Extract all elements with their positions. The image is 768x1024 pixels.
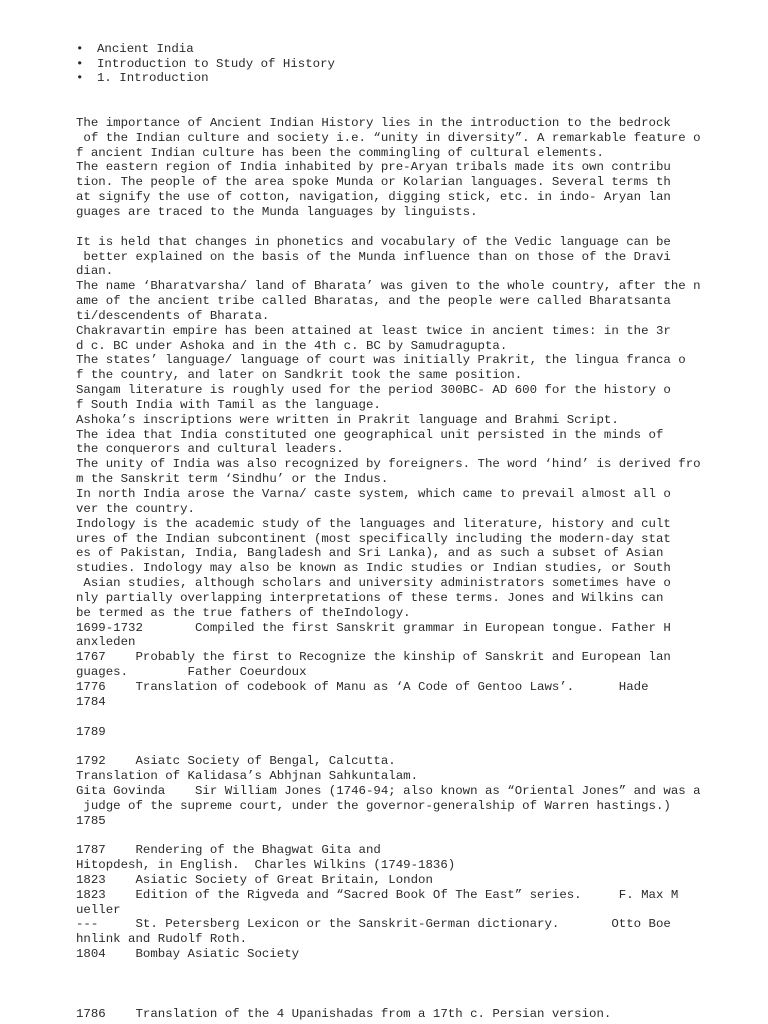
text-line: the conquerors and cultural leaders. bbox=[76, 442, 344, 457]
text-line: 1804 Bombay Asiatic Society bbox=[76, 947, 300, 962]
text-line: guages are traced to the Munda languages by linguists. bbox=[76, 204, 478, 219]
text-line: dian. bbox=[76, 264, 114, 279]
text-line: Chakravartin empire has been attained at least twice in ancient times: in the 3r bbox=[76, 323, 671, 338]
text-line: anxleden bbox=[76, 635, 136, 650]
bullet-text: 1. Introduction bbox=[97, 71, 209, 86]
text-line: Gita Govinda Sir William Jones (1746-94; also known as “Oriental Jones” and was a bbox=[76, 783, 701, 798]
text-line: 1792 Asiatc Society of Bengal, Calcutta. bbox=[76, 754, 396, 769]
text-line: The idea that India constituted one geographical unit persisted in the minds of bbox=[76, 427, 664, 442]
text-line: be termed as the true fathers of theIndology. bbox=[76, 605, 411, 620]
text-line: 1787 Rendering of the Bhagwat Gita and bbox=[76, 843, 381, 858]
bullet-text: Introduction to Study of History bbox=[97, 56, 335, 71]
text-line: ame of the ancient tribe called Bharatas, and the people were called Bharatsanta bbox=[76, 294, 671, 309]
text-line bbox=[76, 220, 716, 235]
text-line: f ancient Indian culture has been the commingling of cultural elements. bbox=[76, 145, 604, 160]
bottom-line: 1786 Translation of the 4 Upanishadas from a 17th c. Persian version. bbox=[76, 1007, 612, 1021]
text-line: Ashoka’s inscriptions were written in Prakrit language and Brahmi Script. bbox=[76, 412, 619, 427]
text-line: 1785 bbox=[76, 813, 106, 828]
bullet-item bbox=[76, 42, 716, 57]
text-line: Hitopdesh, in English. Charles Wilkins (1749-1836) bbox=[76, 858, 456, 873]
text-line: 1767 Probably the first to Recognize the kinship of Sanskrit and European lan bbox=[76, 650, 671, 665]
text-line: guages. Father Coeurdoux bbox=[76, 665, 307, 680]
text-line: studies. Indology may also be known as Indic studies or Indian studies, or South bbox=[76, 561, 671, 576]
text-line: nly partially overlapping interpretations of these terms. Jones and Wilkins can bbox=[76, 590, 664, 605]
text-line: tion. The people of the area spoke Munda or Kolarian languages. Several terms th bbox=[76, 175, 671, 190]
text-line: The states’ language/ language of court was initially Prakrit, the lingua franca o bbox=[76, 353, 686, 368]
text-line bbox=[76, 828, 716, 843]
text-line: The eastern region of India inhabited by pre-Aryan tribals made its own contribu bbox=[76, 160, 671, 175]
text-line: In north India arose the Varna/ caste system, which came to prevail almost all o bbox=[76, 487, 671, 501]
text-line: The name ‘Bharatvarsha/ land of Bharata’ was given to the whole country, after the n bbox=[76, 279, 701, 294]
text-line: judge of the supreme court, under the governor-generalship of Warren hastings.) bbox=[76, 798, 671, 813]
text-line: Indology is the academic study of the languages and literature, history and cult bbox=[76, 516, 671, 531]
text-line: es of Pakistan, India, Bangladesh and Sri Lanka), and as such a subset of Asian bbox=[76, 546, 664, 561]
text-line: The unity of India was also recognized by foreigners. The word ‘hind’ is derived fro bbox=[76, 457, 701, 472]
text-line: ueller bbox=[76, 902, 121, 917]
text-line: hnlink and Rudolf Roth. bbox=[76, 932, 248, 947]
text-line: f South India with Tamil as the language. bbox=[76, 397, 381, 412]
text-line: d c. BC under Ashoka and in the 4th c. BC by Samudragupta. bbox=[76, 338, 508, 353]
text-line bbox=[76, 739, 716, 754]
text-line: Translation of Kalidasa’s Abhjnan Sahkuntalam. bbox=[76, 769, 419, 784]
text-line: ver the country. bbox=[76, 501, 195, 516]
text-line: Sangam literature is roughly used for the period 300BC- AD 600 for the history o bbox=[76, 383, 671, 398]
text-line: ures of the Indian subcontinent (most specifically including the modern-day stat bbox=[76, 531, 671, 546]
text-line: 1789 bbox=[76, 724, 106, 739]
bullet-item bbox=[76, 57, 716, 72]
document-body bbox=[76, 12, 716, 977]
text-line: at signify the use of cotton, navigation, digging stick, etc. in indo- Aryan lan bbox=[76, 190, 671, 205]
text-line: It is held that changes in phonetics and vocabulary of the Vedic language can be bbox=[76, 234, 671, 249]
text-line: m the Sanskrit term ‘Sindhu’ or the Indus. bbox=[76, 472, 389, 487]
bullet-text: Ancient India bbox=[97, 41, 194, 56]
text-line: 1776 Translation of codebook of Manu as ‘A Code of Gentoo Laws’. Hade bbox=[76, 679, 649, 694]
text-line: ti/descendents of Bharata. bbox=[76, 308, 270, 323]
text-line: 1823 Asiatic Society of Great Britain, London bbox=[76, 872, 433, 887]
text-line: 1823 Edition of the Rigveda and “Sacred Book Of The East” series. F. Max M bbox=[76, 887, 679, 902]
text-line: of the Indian culture and society i.e. “unity in diversity”. A remarkable feature o bbox=[76, 130, 701, 145]
text-line: f the country, and later on Sandkrit took the same position. bbox=[76, 368, 523, 383]
bullet-marker: • bbox=[76, 56, 84, 71]
text-line bbox=[76, 710, 716, 725]
text-line: The importance of Ancient Indian History lies in the introduction to the bedrock bbox=[76, 115, 671, 130]
bullet-item bbox=[76, 71, 716, 86]
bullet-marker: • bbox=[76, 41, 84, 56]
text-line: 1699-1732 Compiled the first Sanskrit grammar in European tongue. Father H bbox=[76, 620, 671, 635]
text-line: better explained on the basis of the Munda influence than on those of the Dravi bbox=[76, 249, 671, 264]
text-line: 1784 bbox=[76, 694, 106, 709]
text-line: Asian studies, although scholars and university administrators sometimes have o bbox=[76, 576, 671, 591]
bullet-list bbox=[76, 42, 716, 87]
document-text bbox=[76, 116, 716, 962]
bullet-marker: • bbox=[76, 71, 84, 86]
text-line: --- St. Petersberg Lexicon or the Sanskrit-German dictionary. Otto Boe bbox=[76, 917, 671, 932]
